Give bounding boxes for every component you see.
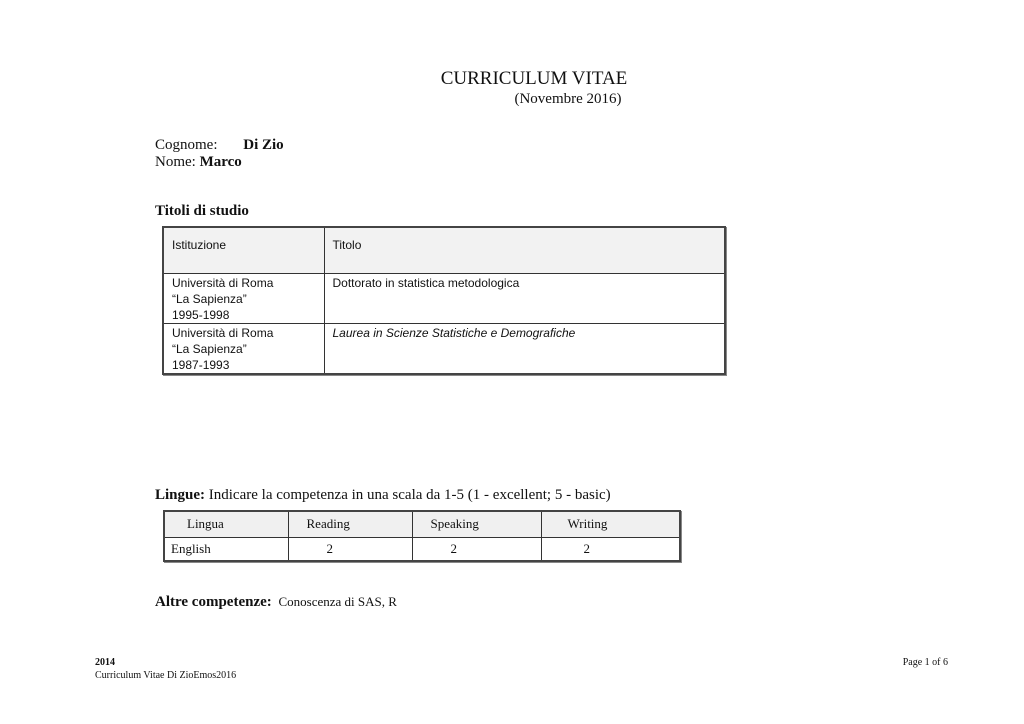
table-header-row bbox=[163, 227, 725, 273]
institution-years: 1987-1993 bbox=[172, 357, 230, 372]
institution-name: Università di Roma bbox=[172, 275, 274, 290]
writing-level-cell: 2 bbox=[541, 537, 680, 561]
surname-label: Cognome: bbox=[155, 137, 218, 153]
table-header-row bbox=[164, 511, 680, 537]
languages-note: Indicare la competenza in una scala da 1-5 (1 - excellent; 5 - basic) bbox=[208, 487, 611, 503]
footer-left bbox=[95, 656, 236, 682]
other-skills-value: Conoscenza di SAS, R bbox=[278, 594, 397, 609]
column-header-speaking: Speaking bbox=[412, 511, 541, 537]
surname-value: Di Zio bbox=[243, 137, 284, 153]
column-header-language: Lingua bbox=[164, 511, 288, 537]
reading-level-cell: 2 bbox=[288, 537, 412, 561]
name-line bbox=[155, 153, 242, 171]
footer-year: 2014 bbox=[95, 657, 115, 668]
institution-cell bbox=[163, 273, 324, 323]
institution-name: Università di Roma bbox=[172, 325, 274, 340]
footer-document-name: Curriculum Vitae Di ZioEmos2016 bbox=[95, 670, 237, 681]
institution-years: 1995-1998 bbox=[172, 307, 230, 322]
name-value: Marco bbox=[199, 154, 242, 170]
table-row bbox=[163, 323, 725, 374]
document-title: CURRICULUM VITAE bbox=[440, 68, 628, 89]
speaking-level-cell: 2 bbox=[412, 537, 541, 561]
education-table bbox=[162, 226, 726, 375]
table-row bbox=[163, 273, 725, 323]
column-header-institution: Istituzione bbox=[163, 227, 324, 273]
table-row bbox=[164, 537, 680, 561]
institution-subname: “La Sapienza” bbox=[172, 291, 247, 306]
institution-subname: “La Sapienza” bbox=[172, 341, 247, 356]
column-header-title: Titolo bbox=[324, 227, 725, 273]
column-header-reading: Reading bbox=[288, 511, 412, 537]
education-heading: Titoli di studio bbox=[155, 203, 249, 219]
degree-title-cell: Dottorato in statistica metodologica bbox=[324, 273, 725, 323]
column-header-writing: Writing bbox=[541, 511, 680, 537]
document-date: (Novembre 2016) bbox=[514, 91, 622, 107]
surname-line bbox=[155, 136, 284, 154]
languages-line bbox=[155, 486, 611, 504]
institution-cell bbox=[163, 323, 324, 374]
footer-page-number: Page 1 of 6 bbox=[902, 657, 948, 668]
languages-table bbox=[163, 510, 681, 562]
degree-title-cell: Laurea in Scienze Statistiche e Demografiche bbox=[324, 323, 725, 374]
languages-heading: Lingue: bbox=[155, 487, 206, 503]
other-skills-heading: Altre competenze: bbox=[155, 594, 272, 610]
other-skills-line bbox=[155, 593, 397, 611]
name-label: Nome: bbox=[155, 154, 196, 170]
language-cell: English bbox=[164, 537, 288, 561]
